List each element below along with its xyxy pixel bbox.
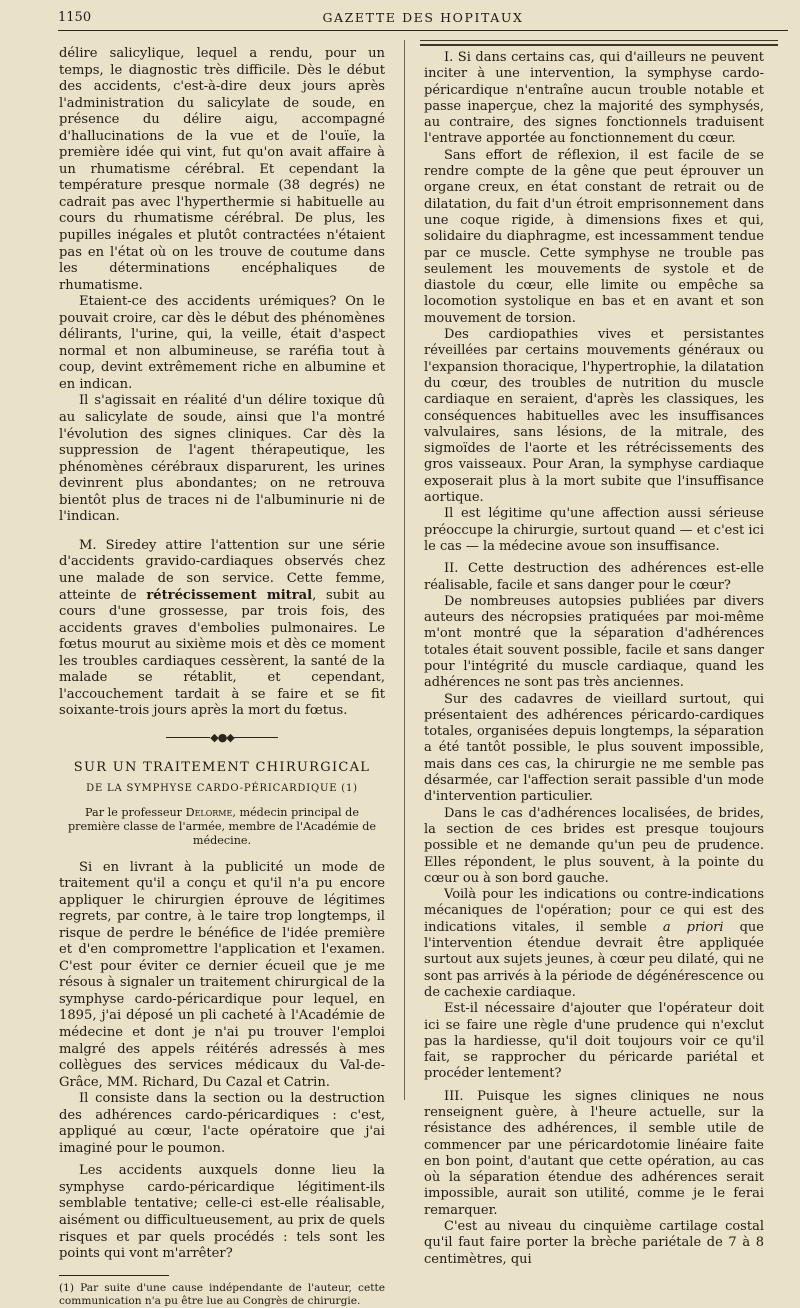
running-title: GAZETTE DES HOPITAUX xyxy=(322,10,524,25)
paragraph: Si en livrant à la publicité un mode de traitement qu'il a conçu et qu'il n'a pu encore appliquer le chirurgien éprouve de légitimes regrets, par contre, à le taire trop longtemps, il risque de perdre le bénéfice de l'idée première et d'en compromettre l'application et l'examen. C'est pour éviter ce dernier écueil que je me résous à signaler un traitement chirurgical de la symphyse cardo-péricardique pour lequel, en 1895, j'ai déposé un pli cacheté à l'Académie de médecine et dont je n'ai pu trouver l'emploi malgré des appels réitérés adressés à mes collègues des services médicaux du Val-de-Grâce, MM. Richard, Du Cazal et Catrin. xyxy=(59,859,385,1090)
left-column xyxy=(59,46,385,1308)
paragraph: Il s'agissait en réalité d'un délire toxique dû au salicylate de soude, ainsi que l'a montré l'évolution des signes cliniques. Car dès la suppression de l'agent thérapeutique, les phénomènes cérébraux disparurent, les urines devinrent plus abondantes; on ne retrouva bientôt plus de traces ni de l'albuminurie ni de l'indican. xyxy=(59,393,385,525)
paragraph: Etaient-ce des accidents urémiques? On le pouvait croire, car dès le début des phénomènes délirants, l'urine, qui, la veille, était d'aspect normal et non albumineuse, se raréfia tout à coup, devint extrêmement riche en albumine et en indican. xyxy=(59,294,385,392)
paragraph: Dans le cas d'adhérences localisées, de brides, la section de ces brides est presque toujours possible et ne demande qu'un peu de prudence. Elles répondent, le plus souvent, à la pointe du cœur ou à son bord gauche. xyxy=(424,805,764,886)
paragraph xyxy=(424,887,764,1001)
article-subtitle: DE LA SYMPHYSE CARDO-PÉRICARDIQUE (1) xyxy=(86,782,358,794)
italic-text: a priori xyxy=(662,919,724,935)
bold-text: rétrécissement mitral xyxy=(146,587,313,603)
text-run: Par le professeur xyxy=(85,805,186,819)
column-top-rule xyxy=(420,40,778,41)
page-number: 1150 xyxy=(58,10,92,25)
paragraph: I. Si dans certains cas, qui d'ailleurs ne peuvent inciter à une intervention, la symphyse cardo-péricardique n'entraîne aucun trouble notable et passe inaperçue, chez la majorité des symphysés, au contraire, des signes fonctionnels traduisent l'entrave apportée au fonctionnement du cœur. xyxy=(424,50,764,147)
article-title: SUR UN TRAITEMENT CHIRURGICAL xyxy=(73,760,371,776)
column-divider xyxy=(404,40,405,1100)
paragraph: Est-il nécessaire d'ajouter que l'opérateur doit ici se faire une règle d'une prudence qui n'exclut pas la hardiesse, qu'il doit toujours voir ce qu'il fait, se rapprocher du péricarde pariétal et procéder lentement? xyxy=(424,1001,764,1082)
footnote-rule xyxy=(59,1275,169,1276)
paragraph xyxy=(59,538,385,720)
text-run: M. Siredey attire l'attention sur une série d'accidents gravido-cardiaques observés chez une malade de son service. Cette femme, atteinte de xyxy=(59,537,385,603)
paragraph: Les accidents auxquels donne lieu la symphyse cardo-péricardique légitiment-ils semblable tentative; celle-ci est-elle réalisable, aisément ou difficultueusement, au prix de quels risques et par quels procédés : tels sont les points qui vont m'arrêter? xyxy=(59,1163,385,1262)
article-byline xyxy=(59,806,385,848)
paragraph: Il consiste dans la section ou la destruction des adhérences cardo-péricardiques : c'est, appliqué au cœur, l'acte opératoire que j'ai imaginé pour le poumon. xyxy=(59,1091,385,1156)
right-column xyxy=(424,50,764,1268)
text-run: que l'intervention étendue devrait être appliquée surtout aux sujets jeunes, à cœur peu dilaté, qui ne sont pas arrivés à la période de dégénérescence ou de cachexie cardiaque. xyxy=(424,919,764,1000)
text-run: , médecin principal de première classe de l'armée, membre de l'Académie de médecine. xyxy=(67,805,377,847)
footnote: (1) Par suite d'une cause indépendante de l'auteur, cette communication n'a pu être lue au Congrès de chirurgie. xyxy=(59,1281,385,1307)
paragraph: délire salicylique, lequel a rendu, pour un temps, le diagnostic très difficile. Dès le début des accidents, c'est-à-dire deux jours après l'administration du salicylate de soude, en présence du délire aigu, accompagné d'hallucinations de la vue et de l'ouïe, la première idée qui vint, fut qu'on avait affaire à un rhumatisme cérébral. Et cependant la température presque normale (38 degrés) ne cadrait pas avec l'hyperthermie si habituelle au cours du rhumatisme cérébral. De plus, les pupilles inégales et plutôt contractées n'étaient pas en l'état où on les trouve de coutume dans les déterminations encéphaliques de rhumatisme. xyxy=(59,46,385,293)
paragraph: II. Cette destruction des adhérences est-elle réalisable, facile et sans danger pour le cœur? xyxy=(424,561,764,593)
section-ornament: ◆●◆ xyxy=(59,730,385,747)
paragraph: Il est légitime qu'une affection aussi sérieuse préoccupe la chirurgie, surtout quand — et c'est ici le cas — la médecine avoue son insuffisance. xyxy=(424,506,764,554)
paragraph: C'est au niveau du cinquième cartilage costal qu'il faut faire porter la brèche pariétale de 7 à 8 centimètres, qui xyxy=(424,1219,764,1267)
author-name: Delorme xyxy=(185,805,233,819)
paragraph: Des cardiopathies vives et persistantes réveillées par certains mouvements généraux ou l'expansion thoracique, l'hypertrophie, la dilatation du cœur, des troubles de nutrition du muscle cardiaque en seraient, d'après les classiques, les conséquences habituelles avec les insuffisances valvulaires, sans lésions, de la mitrale, des sigmoïdes de l'aorte et les rétrécissements des gros vaisseaux. Pour Aran, la symphyse cardiaque exposerait plus à la mort subite que l'insuffisance aortique. xyxy=(424,327,764,506)
paragraph: III. Puisque les signes cliniques ne nous renseignent guère, à l'heure actuelle, sur la résistance des adhérences, il semble utile de commencer par une péricardotomie linéaire faite en bon point, d'autant que cette opération, au cas où la séparation étendue des adhérences serait impossible, aurait son utilité, comme je le ferai remarquer. xyxy=(424,1088,764,1218)
page-header xyxy=(58,4,788,31)
paragraph: Sur des cadavres de vieillard surtout, qui présentaient des adhérences péricardo-cardiques totales, organisées depuis longtemps, la séparation a été tantôt possible, le plus souvent impossible, mais dans ces cas, la chirurgie ne me semble pas désarmée, car l'affection serait passible d'un mode d'intervention particulier. xyxy=(424,691,764,805)
column-top-rule-thick xyxy=(420,44,778,46)
paragraph: Sans effort de réflexion, il est facile de se rendre compte de la gêne que peut éprouver un organe creux, en état constant de retrait ou de dilatation, du fait d'un étroit emprisonnement dans une coque rigide, à dimensions fixes et qui, solidaire du diaphragme, est incessamment tendue par ce muscle. Cette symphyse ne trouble pas seulement les mouvements de systole et de diastole du cœur, elle limite ou empêche sa locomotion systolique en bas et en avant et son mouvement de torsion. xyxy=(424,147,764,326)
paragraph: De nombreuses autopsies publiées par divers auteurs des nécropsies pratiquées par moi-même m'ont montré que la séparation d'adhérences totales était souvent possible, facile et sans danger pour l'intégrité du muscle cardiaque, quand les adhérences ne sont pas très anciennes. xyxy=(424,593,764,691)
text-run: , subit au cours d'une grossesse, par trois fois, des accidents graves d'embolies pulmonaires. Le fœtus mourut au sixième mois et dès ce moment les troubles cardiaques cessèrent, la santé de la malade se rétablit, et cependant, l'accouchement tardait à se faire et se fit soixante-trois jours après la mort du fœtus. xyxy=(59,587,386,719)
text-run: Voilà pour les indications ou contre-indications mécaniques de l'opération; pour ce qui est des indications vitales, il semble xyxy=(424,887,764,935)
